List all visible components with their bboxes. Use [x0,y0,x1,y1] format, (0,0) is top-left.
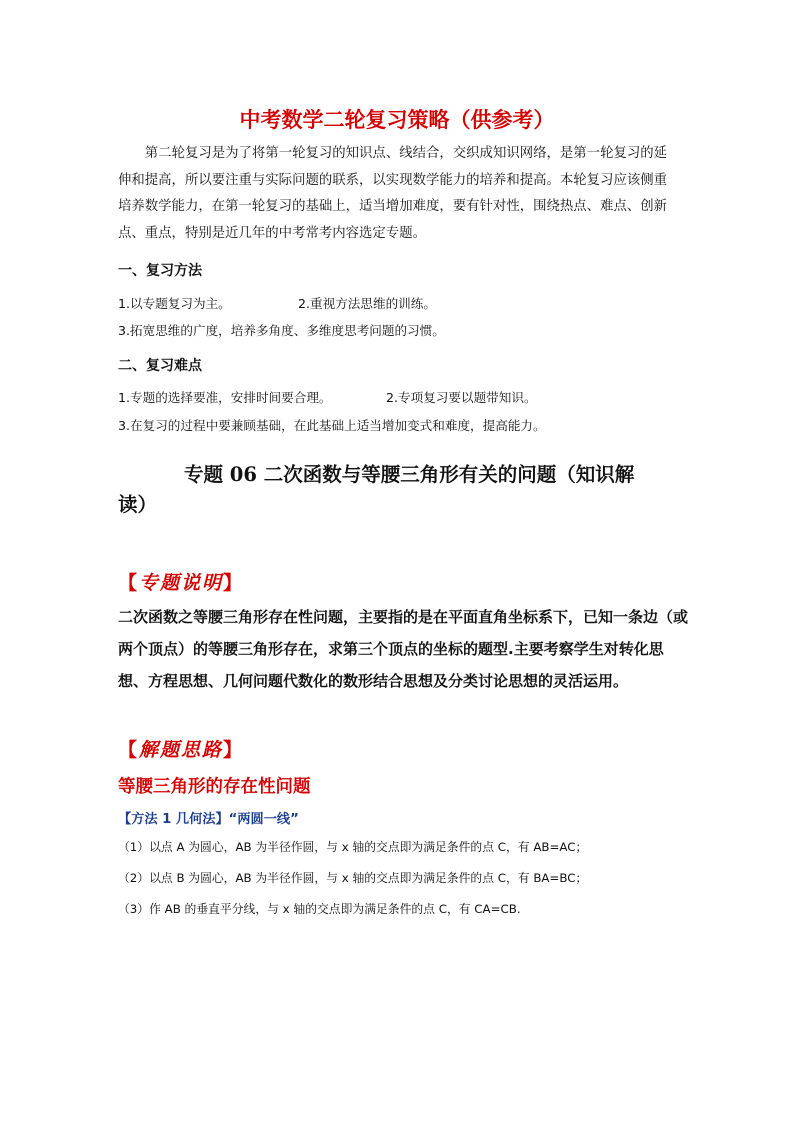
method-item-3: 3.拓宽思维的广度，培养多角度、多维度思考问题的习惯。 [118,323,445,338]
topic-note-heading [118,568,244,595]
intro-text: 第二轮复习是为了将第一轮复习的知识点、线结合，交织成知识网络，是第一轮复习的延伸和提高，所以要注重与实际问题的联系，以实现数学能力的培养和提高。本轮复习应该侧重培养数学能力，在第一轮复习的基础上，适当增加难度，要有针对性，围绕热点、难点、创新点、重点，特别是近几年的中考常考内容选定专题。 [118,146,668,241]
section-heading-difficulties: 二、复习难点 [118,358,202,374]
topic-title [118,460,688,520]
method-item-1: 1.以专题复习为主。 [118,296,231,311]
method-item-2: 2.重视方法思维的训练。 [298,296,436,311]
step-3: （3）作 AB 的垂直平分线，与 x 轴的交点即为满足条件的点 C，有 CA=CB. [118,902,521,916]
step-1: （1）以点 A 为圆心，AB 为半径作圆，与 x 轴的交点即为满足条件的点 C，有 AB=AC； [118,840,588,854]
solution-heading [118,735,244,762]
difficulty-item-3: 3.在复习的过程中要兼顾基础，在此基础上适当增加变式和难度，提高能力。 [118,418,546,433]
step-2: （2）以点 B 为圆心，AB 为半径作圆，与 x 轴的交点即为满足条件的点 C，有 BA=BC； [118,871,588,885]
difficulty-item-1: 1.专题的选择要准，安排时间要合理。 [118,390,332,405]
topic-note-body: 二次函数之等腰三角形存在性问题，主要指的是在平面直角坐标系下，已知一条边（或两个顶点）的等腰三角形存在，求第三个顶点的坐标的题型.主要考察学生对转化思想、方程思想、几何问题代数化的数形结合思想及分类讨论思想的灵活运用。 [118,608,689,690]
method-label [118,808,299,827]
bracket-close: 】 [223,572,245,594]
solution-subheading: 等腰三角形的存在性问题 [118,777,311,797]
bracket-open: 【 [118,572,140,594]
intro-paragraph [118,141,678,247]
method-label-text: 【方法 1 几何法】 [118,812,229,827]
bracket-open: 【 [118,739,140,761]
solution-heading-text: 解题思路 [139,739,224,761]
document-title: 中考数学二轮复习策略（供参考） [239,108,555,132]
section-heading-methods: 一、复习方法 [118,263,202,279]
topic-note-heading-text: 专题说明 [139,572,224,594]
difficulty-item-2: 2.专项复习要以题带知识。 [386,390,537,405]
method-quote: “两圆一线” [228,812,299,827]
bracket-close: 】 [223,739,245,761]
topic-title-line-2: 读） [118,493,158,516]
topic-title-line-1: 专题 06 二次函数与等腰三角形有关的问题（知识解 [184,463,635,486]
